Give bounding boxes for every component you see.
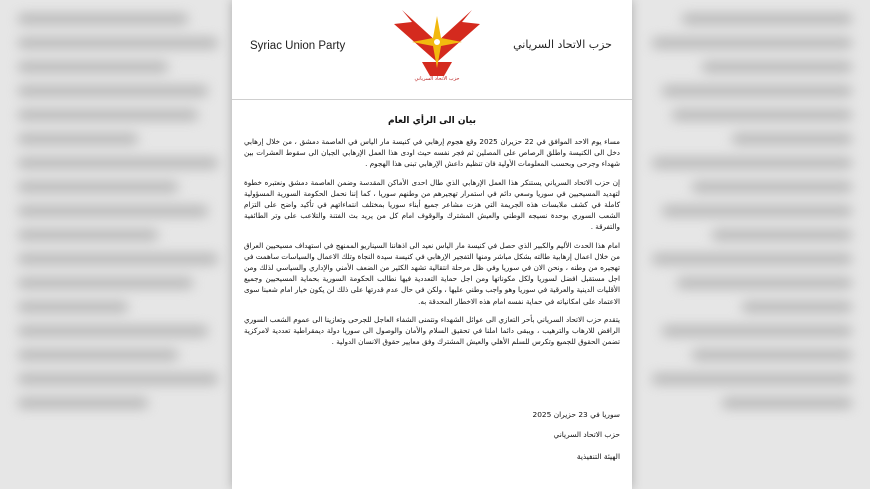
blurred-background-left — [0, 0, 230, 489]
signature-executive-body: الهيئة التنفيذية — [576, 452, 620, 461]
letterhead-divider — [232, 99, 632, 100]
date-line: سوريا في 23 حزيران 2025 — [532, 410, 620, 419]
party-name-english: Syriac Union Party — [250, 40, 346, 52]
paragraph-1: مساء يوم الاحد الموافق في 22 حزيران 2025 وقع هجوم إرهابي في كنيسة مار الياس في العاصمة دمشق ، من خلال إرهابي دخل الى الكنيسة واطلق الرصاص على المصلين ثم فجر نفسه حيث اودى هذا العمل الإرهابي الجبان الى سقوط العشرات بين شهداء وجرحى وبحسب المعلومات الأولية فان تنظيم داعش الإرهابي تبنى هذا الهجوم . — [244, 137, 620, 169]
document-body — [244, 136, 620, 354]
party-name-arabic: حزب الاتحاد السرياني — [513, 38, 612, 51]
statement-document — [232, 0, 632, 489]
paragraph-4: يتقدم حزب الاتحاد السرياني بأحر التعازي الى عوائل الشهداء ونتمنى الشفاء العاجل للجرحى وتعازينا الى عموم الشعب السوري الرافض للارهاب والترهيب ، ويبقى دائما املنا في تحقيق السلام والأمان والوصول الى سوريا دولة ديمقراطية تعددية لامركزية تضمن الحقوق للجميع وتكرس للسلم الأهلي والعيش المشترك وفق معايير حقوق الانسان الدولية . — [244, 314, 620, 347]
logo-caption: حزب الاتحاد السرياني — [414, 76, 460, 82]
signature-organization: حزب الاتحاد السرياني — [553, 430, 620, 439]
letterhead — [232, 0, 632, 98]
blurred-background-right — [640, 0, 870, 489]
document-title: بيان الى الرأي العام — [387, 116, 476, 126]
paragraph-2: إن حزب الاتحاد السرياني يستنكر هذا العمل الإرهابي الذي طال احدى الأماكن المقدسة وضمن العاصمة دمشق ونعتبره خطوة لتهديد المسيحيين في سوريا وسعي دائم في استمرار تهجيرهم من وطنهم سوريا ، كما إننا نحمل الحكومة السورية المسؤولية كاملة في كشف ملابسات هذه الجريمة التي هزت مشاعر جميع أبناء سوريا بمختلف انتماءاتهم في تأكيد واضح على التزام الشعب السوري بوحدة نسيجه الوطني والعيش المشترك والوقوف امام كل من يريد بث الفتنة والتلاعب على وتر الطائفية والتفرقة . — [244, 177, 620, 232]
paragraph-3: امام هذا الحدث الأليم والكبير الذي حصل في كنيسة مار الياس نعيد الى اذهاننا السيناريو الممنهج في استهداف مسيحيين العراق من خلال اعمال إرهابية طالته بشكل مباشر ومنها التفجير الإرهابي في كنيسة سيدة النجاة وتلك الاعمال والسياسات ساهمت في تهجيره من وطنه ، ونحن الان في سوريا وفي ظل مرحلة انتقالية تشهد الكثير من الضعف الأمني والإداري والسياسي لذلك ومن اجل مستقبل افضل لسوريا ولكل مكوناتها ومن اجل حماية التعددية فيها نطالب الحكومة السورية بحماية المسيحيين وجميع الأقليات الدينية والعرقية في سوريا وهو واجب وطني عليها ، ولكن في حال عدم قدرتها على ذلك لن يكون خيار امام شعبنا سوى الاعتماد على امكانياته في حماية نفسه امام هذه الاخطار المحدقة به. — [244, 240, 620, 306]
